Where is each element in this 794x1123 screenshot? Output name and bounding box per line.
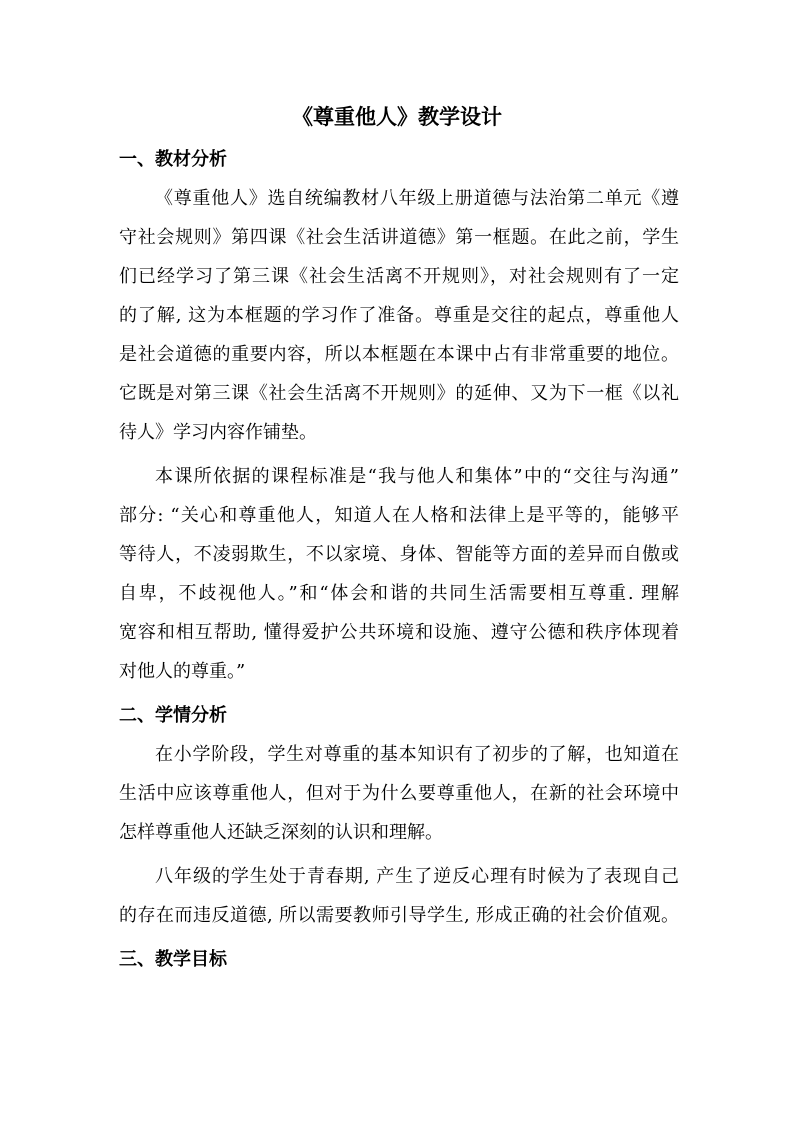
paragraph-line: 的存在而违反道德, 所以需要教师引导学生, 形成正确的社会价值观。	[119, 905, 679, 926]
paragraph-line: 生活中应该尊重他人，但对于为什么要尊重他人，在新的社会环境中	[119, 783, 679, 804]
paragraph-line: 们已经学习了第三课《社会生活离不开规则》，对社会规则有了一定	[119, 266, 679, 287]
paragraph-line: 宽容和相互帮助, 懂得爱护公共环境和设施、遵守公德和秩序体现着	[119, 622, 679, 643]
paragraph-line: 它既是对第三课《社会生活离不开规则》的延伸、又为下一框《以礼	[119, 383, 679, 404]
paragraph-line: 《尊重他人》选自统编教材八年级上册道德与法治第二单元《遵	[155, 188, 679, 209]
section-heading-student-analysis: 二、学情分析	[119, 705, 227, 726]
document-title: 《尊重他人》教学设计	[292, 104, 502, 129]
paragraph-line: 部分: “关心和尊重他人，知道人在人格和法律上是平等的，能够平	[119, 505, 679, 526]
paragraph-line: 在小学阶段，学生对尊重的基本知识有了初步的了解，也知道在	[155, 744, 679, 765]
section-heading-teaching-goals: 三、教学目标	[119, 949, 227, 970]
paragraph-line: 是社会道德的重要内容，所以本框题在本课中占有非常重要的地位。	[119, 344, 679, 365]
paragraph-line: 本课所依据的课程标准是“我与他人和集体”中的“交往与沟通”	[155, 466, 679, 487]
paragraph-line: 怎样尊重他人还缺乏深刻的认识和理解。	[119, 822, 443, 843]
paragraph-line: 的了解, 这为本框题的学习作了准备。尊重是交往的起点，尊重他人	[119, 305, 679, 326]
paragraph-line: 对他人的尊重。”	[119, 661, 246, 682]
paragraph-line: 自卑，不歧视他人。”和“体会和谐的共同生活需要相互尊重. 理解	[119, 583, 679, 604]
paragraph-line: 守社会规则》第四课《社会生活讲道德》第一框题。在此之前，学生	[119, 227, 679, 248]
paragraph-line: 等待人，不凌弱欺生，不以家境、身体、智能等方面的差异而自傲或	[119, 544, 679, 565]
paragraph-line: 待人》学习内容作铺垫。	[119, 422, 317, 443]
paragraph-line: 八年级的学生处于青春期, 产生了逆反心理有时候为了表现自己	[155, 866, 679, 887]
section-heading-textbook-analysis: 一、教材分析	[119, 149, 227, 170]
